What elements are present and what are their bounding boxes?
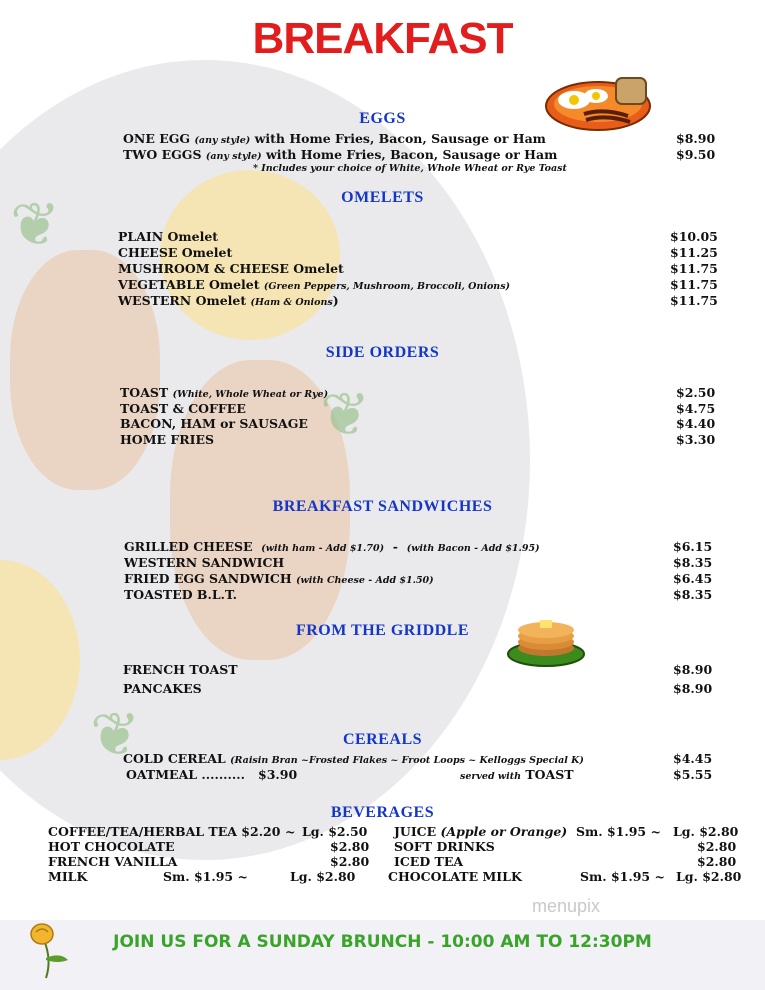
beverage-hot-chocolate-price: $2.80 <box>330 839 370 854</box>
beverage-chocolate-milk-large-price: Lg. $2.80 <box>676 869 742 884</box>
beverage-coffee-tea: COFFEE/TEA/HERBAL TEA $2.20 <box>48 824 281 839</box>
oatmeal-served-with-toast: served with TOAST <box>460 767 574 782</box>
section-cereals-heading: CEREALS <box>342 731 423 748</box>
section-griddle-heading: FROM THE GRIDDLE <box>295 622 470 639</box>
section-side-orders-heading: SIDE ORDERS <box>325 344 440 361</box>
price-french-toast: $8.90 <box>673 662 713 677</box>
price-fried-egg-sandwich: $6.45 <box>673 571 713 586</box>
price-pancakes: $8.90 <box>673 681 713 696</box>
price-oatmeal-with-toast: $5.55 <box>673 767 713 782</box>
beverage-chocolate-milk: CHOCOLATE MILK <box>388 869 522 884</box>
section-beverages-heading: BEVERAGES <box>330 804 435 821</box>
beverage-iced-tea: ICED TEA <box>394 854 464 869</box>
beverage-juice: JUICE (Apple or Orange) <box>394 824 568 839</box>
watermark: menupix <box>532 896 601 916</box>
price-western-sandwich: $8.35 <box>673 555 713 570</box>
pancakes-icon <box>506 612 586 668</box>
beverage-soft-drinks: SOFT DRINKS <box>394 839 495 854</box>
price-vegetable-omelet: $11.75 <box>670 277 718 292</box>
menu-item-two-eggs: TWO EGGS (any style) with Home Fries, Bacon, Sausage or Ham <box>123 147 558 162</box>
price-grilled-cheese: $6.15 <box>673 539 713 554</box>
section-sandwiches-heading: BREAKFAST SANDWICHES <box>272 498 493 515</box>
menu-item-toast: TOAST (White, Whole Wheat or Rye) <box>120 385 329 400</box>
menu-item-western-sandwich: WESTERN SANDWICH <box>124 555 285 570</box>
menu-item-toasted-blt: TOASTED B.L.T. <box>124 587 238 602</box>
menu-item-fried-egg-sandwich: FRIED EGG SANDWICH (with Cheese - Add $1.50) <box>124 571 434 586</box>
background-photo: ❦ ❦ ❦ <box>0 0 765 990</box>
footer-brunch-banner: JOIN US FOR A SUNDAY BRUNCH - 10:00 AM TO 12:30PM <box>113 932 652 952</box>
price-toast-coffee: $4.75 <box>676 401 716 416</box>
price-plain-omelet: $10.05 <box>670 229 718 244</box>
beverage-milk: MILK <box>48 869 88 884</box>
menu-item-one-egg: ONE EGG (any style) with Home Fries, Bacon, Sausage or Ham <box>123 131 546 146</box>
section-omelets-heading: OMELETS <box>341 189 424 206</box>
beverage-milk-small-price: Sm. $1.95 ~ <box>163 869 248 884</box>
menu-item-bacon-ham-sausage: BACON, HAM or SAUSAGE <box>120 416 308 431</box>
beverage-coffee-tea-large-price: Lg. $2.50 <box>302 824 368 839</box>
price-mushroom-cheese-omelet: $11.75 <box>670 261 718 276</box>
menu-item-vegetable-omelet: VEGETABLE Omelet (Green Peppers, Mushroom, Broccoli, Onions) <box>118 277 511 292</box>
eggs-footnote: * Includes your choice of White, Whole Wheat or Rye Toast <box>253 163 567 174</box>
beverage-chocolate-milk-small-price: Sm. $1.95 ~ <box>580 869 665 884</box>
menu-item-cheese-omelet: CHEESE Omelet <box>118 245 233 260</box>
beverage-french-vanilla-price: $2.80 <box>330 854 370 869</box>
price-two-eggs: $9.50 <box>676 147 716 162</box>
menu-item-plain-omelet: PLAIN Omelet <box>118 229 219 244</box>
price-toasted-blt: $8.35 <box>673 587 713 602</box>
price-bacon-ham-sausage: $4.40 <box>676 416 716 431</box>
menu-item-french-toast: FRENCH TOAST <box>123 662 238 677</box>
price-cold-cereal: $4.45 <box>673 751 713 766</box>
menu-item-pancakes: PANCAKES <box>123 681 202 696</box>
beverage-soft-drinks-price: $2.80 <box>697 839 737 854</box>
price-cheese-omelet: $11.25 <box>670 245 718 260</box>
price-home-fries: $3.30 <box>676 432 716 447</box>
beverage-juice-small-price: Sm. $1.95 ~ <box>576 824 661 839</box>
menu-item-toast-coffee: TOAST & COFFEE <box>120 401 246 416</box>
price-western-omelet: $11.75 <box>670 293 718 308</box>
price-toast: $2.50 <box>676 385 716 400</box>
menu-title: BREAKFAST <box>252 14 513 63</box>
menu-item-oatmeal: OATMEAL .......... $3.90 <box>126 767 298 782</box>
menu-item-home-fries: HOME FRIES <box>120 432 215 447</box>
beverage-french-vanilla: FRENCH VANILLA <box>48 854 178 869</box>
menu-item-grilled-cheese: GRILLED CHEESE (with ham - Add $1.70) - (with Bacon - Add $1.95) <box>124 539 540 554</box>
beverage-iced-tea-price: $2.80 <box>697 854 737 869</box>
menu-item-mushroom-cheese-omelet: MUSHROOM & CHEESE Omelet <box>118 261 344 276</box>
price-one-egg: $8.90 <box>676 131 716 146</box>
beverage-milk-large-price: Lg. $2.80 <box>290 869 356 884</box>
menu-item-western-omelet: WESTERN Omelet (Ham & Onions) <box>118 293 339 308</box>
beverage-coffee-tea-sep: ~ <box>285 824 296 839</box>
menu-item-cold-cereal: COLD CEREAL (Raisin Bran ~Frosted Flakes ~ Froot Loops ~ Kelloggs Special K) <box>123 751 584 766</box>
beverage-hot-chocolate: HOT CHOCOLATE <box>48 839 175 854</box>
beverage-juice-large-price: Lg. $2.80 <box>673 824 739 839</box>
section-eggs-heading: EGGS <box>359 110 406 127</box>
